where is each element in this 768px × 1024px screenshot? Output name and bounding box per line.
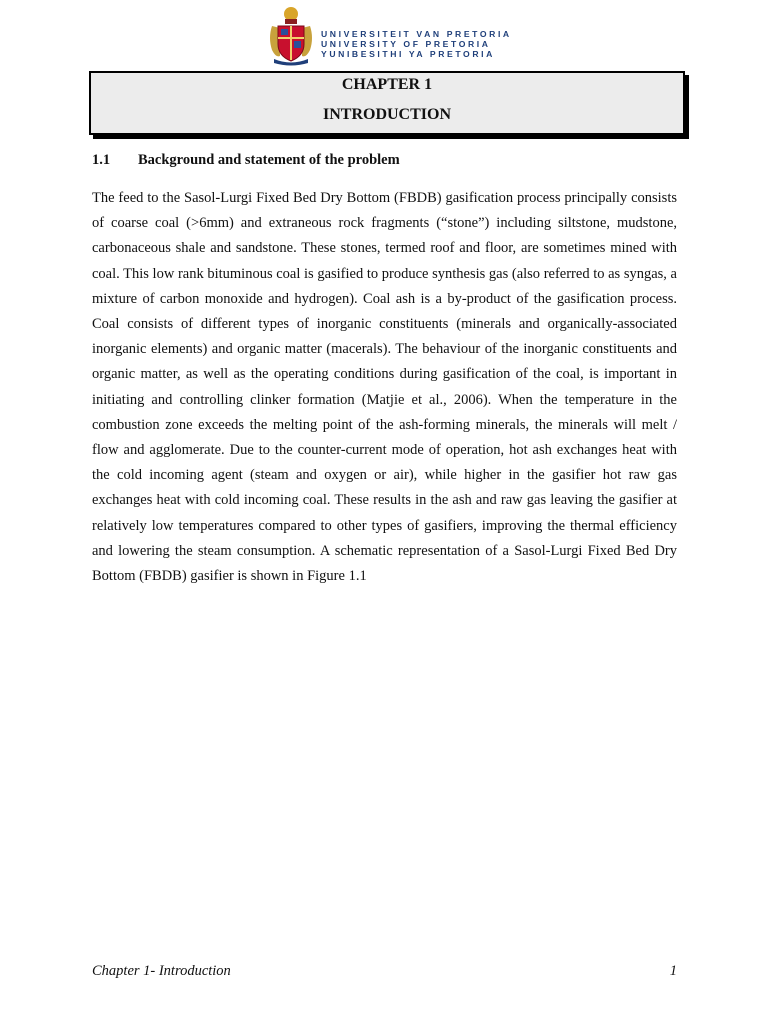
- university-name-afrikaans: UNIVERSITEIT VAN PRETORIA: [321, 29, 512, 39]
- footer-page-number: 1: [669, 963, 677, 979]
- university-name: [321, 29, 512, 60]
- chapter-title-box: [89, 71, 685, 135]
- section-heading: [92, 152, 400, 169]
- university-crest-icon: [266, 4, 316, 66]
- university-name-english: UNIVERSITY OF PRETORIA: [321, 39, 491, 50]
- footer-running-title: Chapter 1- Introduction: [92, 963, 231, 979]
- chapter-number: CHAPTER 1: [341, 76, 433, 93]
- body-paragraph: The feed to the Sasol-Lurgi Fixed Bed Dry Bottom (FBDB) gasification process principally consists of coarse coal (>6mm) and extraneous rock fragments (“stone”) including siltstone, mudstone, carbonaceous shale and sandstone. These stones, termed roof and floor, are sometimes mined with coal. This low rank bituminous coal is gasified to produce synthesis gas (also referred to as syngas, a mixture of carbon monoxide and hydrogen). Coal ash is a by-product of the gasification process. Coal consists of different types of inorganic constituents (minerals and organically-associated inorganic elements) and organic matter (macerals). The behaviour of the inorganic constituents and organic matter, as well as the operating conditions during gasification of the coal, is important in initiating and controlling clinker formation (Matjie et al., 2006). When the temperature in the combustion zone exceeds the melting point of the ash-forming minerals, the minerals will melt / flow and agglomerate. Due to the counter-current mode of operation, hot ash exchanges heat with the cold incoming agent (steam and oxygen or air), while higher in the gasifier hot raw gas exchanges heat with cold incoming coal. These results in the ash and raw gas leaving the gasifier at relatively low temperatures compared to other types of gasifiers, improving the thermal efficiency and lowering the steam consumption. A schematic representation of a Sasol-Lurgi Fixed Bed Dry Bottom (FBDB) gasifier is shown in Figure 1.1: [92, 190, 677, 585]
- section-title: Background and statement of the problem: [138, 152, 400, 168]
- body-text: [92, 186, 677, 589]
- chapter-title: INTRODUCTION: [322, 106, 451, 123]
- section-number: 1.1: [92, 152, 111, 168]
- page-header: [266, 0, 512, 68]
- university-name-sepedi: YUNIBESITHI YA PRETORIA: [321, 49, 495, 60]
